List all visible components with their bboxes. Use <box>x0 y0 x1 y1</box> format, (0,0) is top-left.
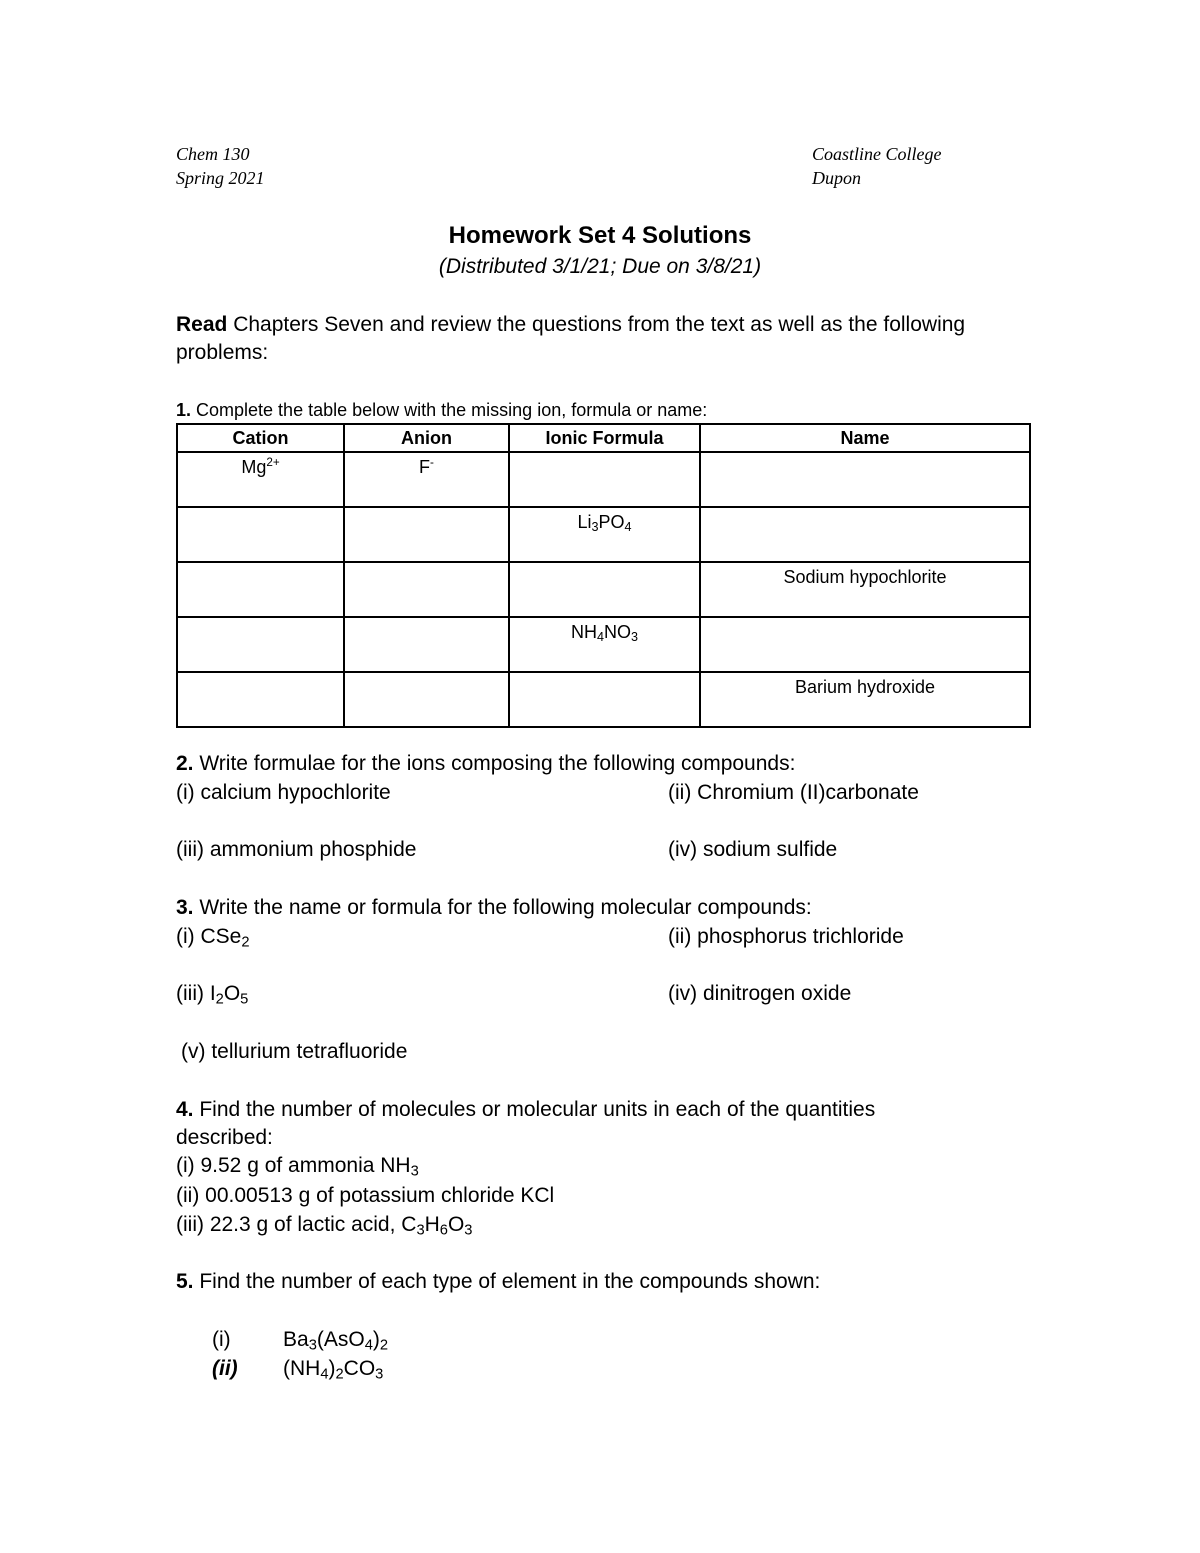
cell-formula: $Li_3PO_4$ <box>509 507 700 562</box>
cell-anion <box>344 617 509 672</box>
question-3 <box>176 896 812 920</box>
question-5-number: 5. <box>176 1270 194 1293</box>
cell-cation <box>177 562 344 617</box>
intro-bold: Read <box>176 313 228 336</box>
cation-charge: 2+ <box>266 455 280 469</box>
q3-item-iii: (iii) $I_2O_5$ <box>176 982 249 1008</box>
table-row <box>177 507 1030 562</box>
question-2-number: 2. <box>176 752 194 775</box>
anion-charge: - <box>430 455 434 469</box>
column-header-name: Name <box>700 424 1030 452</box>
question-4 <box>176 1098 875 1122</box>
q5-item-ii-formula: $(NH_4)_2CO_3$ <box>283 1357 384 1383</box>
column-header-formula: Ionic Formula <box>509 424 700 452</box>
cell-name: Sodium hypochlorite <box>700 562 1030 617</box>
cell-anion <box>344 562 509 617</box>
column-header-anion: Anion <box>344 424 509 452</box>
q4-item-i: (i) 9.52 g of ammonia $NH_3$ <box>176 1154 419 1180</box>
course-name: Chem 130 <box>176 144 250 164</box>
q2-item-ii: (ii) Chromium (II)carbonate <box>668 781 919 804</box>
cell-cation <box>177 672 344 727</box>
question-1-text: Complete the table below with the missing ion, formula or name: <box>191 400 708 420</box>
question-2-text: Write formulae for the ions composing the following compounds: <box>193 752 796 775</box>
q3-item-ii: (ii) phosphorus trichloride <box>668 925 904 948</box>
question-5-text: Find the number of each type of element in the compounds shown: <box>193 1270 821 1293</box>
q3-item-iv: (iv) dinitrogen oxide <box>668 982 852 1005</box>
cell-anion <box>344 452 509 507</box>
anion-symbol: F <box>419 457 431 477</box>
college-name: Coastline College <box>812 144 942 164</box>
q5-item-ii-label: (ii) <box>212 1357 238 1380</box>
cell-cation <box>177 507 344 562</box>
table-row <box>177 452 1030 507</box>
q5-item-i-label: (i) <box>212 1328 231 1351</box>
cell-name <box>700 617 1030 672</box>
column-header-cation: Cation <box>177 424 344 452</box>
page-subtitle: (Distributed 3/1/21; Due on 3/8/21) <box>438 255 762 278</box>
intro-line-1 <box>176 313 965 337</box>
instructor-name: Dupon <box>812 168 861 188</box>
q3-item-i: (i) CSe$_2$ <box>176 925 250 951</box>
question-5 <box>176 1270 820 1294</box>
question-4-number: 4. <box>176 1098 194 1121</box>
cell-name: Barium hydroxide <box>700 672 1030 727</box>
cell-formula <box>509 672 700 727</box>
q4-item-iii: (iii) 22.3 g of lactic acid, $C_3H_6O_3$ <box>176 1213 473 1239</box>
term: Spring 2021 <box>176 168 265 188</box>
cell-name <box>700 507 1030 562</box>
q2-item-i: (i) calcium hypochlorite <box>176 781 391 804</box>
cell-anion <box>344 507 509 562</box>
intro-text: Chapters Seven and review the questions from the text as well as the following <box>227 313 966 336</box>
question-4-text-2: described: <box>176 1126 273 1149</box>
table-row <box>177 562 1030 617</box>
q3-item-v: (v) tellurium tetrafluoride <box>181 1040 408 1063</box>
ions-table <box>176 423 1031 728</box>
cell-formula <box>509 452 700 507</box>
cation-symbol: Mg <box>241 457 267 477</box>
question-3-text: Write the name or formula for the following molecular compounds: <box>193 896 812 919</box>
q5-item-i-formula: $Ba_3(AsO_4)_2$ <box>283 1328 389 1354</box>
question-4-text: Find the number of molecules or molecular units in each of the quantities <box>193 1098 876 1121</box>
q2-item-iv: (iv) sodium sulfide <box>668 838 838 861</box>
intro-line-2: problems: <box>176 341 269 364</box>
table-header-row <box>177 424 1030 452</box>
question-1-number: 1. <box>176 400 192 420</box>
table-row <box>177 617 1030 672</box>
question-3-number: 3. <box>176 896 194 919</box>
table-row <box>177 672 1030 727</box>
cell-anion <box>344 672 509 727</box>
question-2 <box>176 752 795 776</box>
page-title: Homework Set 4 Solutions <box>448 222 752 249</box>
cell-cation <box>177 617 344 672</box>
cell-formula: $NH_4NO_3$ <box>509 617 700 672</box>
cell-formula <box>509 562 700 617</box>
cell-cation <box>177 452 344 507</box>
q4-item-ii: (ii) 00.00513 g of potassium chloride KCl <box>176 1184 555 1207</box>
question-1 <box>176 400 707 421</box>
q2-item-iii: (iii) ammonium phosphide <box>176 838 417 861</box>
cell-name <box>700 452 1030 507</box>
